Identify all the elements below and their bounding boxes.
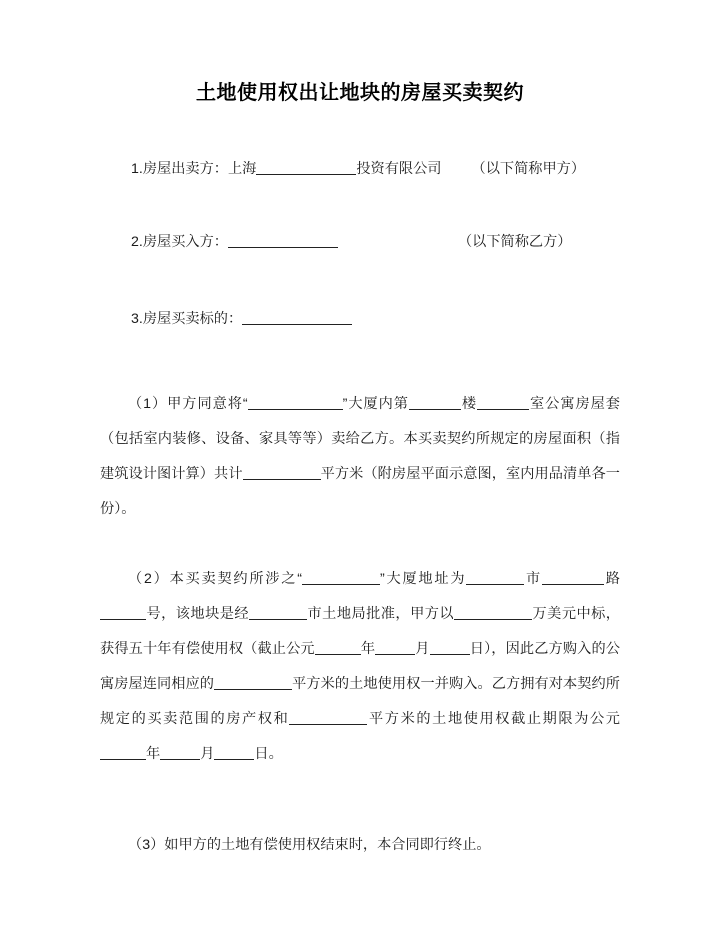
item-2-seg3: 市	[524, 571, 543, 587]
item-1-seg5: 平方米（附房屋平面示意图，室内用品清单各一份）。	[100, 466, 620, 517]
spacer-4	[100, 527, 620, 562]
item-2-month-blank[interactable]	[375, 640, 415, 655]
clause-subject-label: 房屋买卖标的：	[142, 311, 243, 327]
item-2-seg11: 平方米的土地使用权一并购入。乙方拥有对本契约所规定的买卖范围的房产权和	[100, 676, 620, 727]
clause-buyer-name-blank[interactable]	[228, 233, 338, 248]
item-1-seg2: 大厦内第	[347, 396, 409, 412]
item-1-marker: （1）	[128, 396, 168, 412]
item-2-quote-open: “	[297, 571, 302, 587]
item-1-quote-close: ”	[342, 396, 348, 412]
spacer-title-body	[0, 107, 720, 152]
spacer-5	[100, 772, 620, 828]
item-1-room-blank[interactable]	[477, 395, 529, 410]
item-2-number-blank[interactable]	[100, 605, 146, 620]
item-2-approver-blank[interactable]	[249, 605, 307, 620]
item-1-seg3: 楼	[460, 396, 478, 412]
item-2-seg5: 号，该地块是经	[146, 606, 250, 622]
item-2-seg10: 日），因此乙方购入的公寓房屋连同相应的	[100, 641, 620, 692]
item-2-quote-close: ”	[379, 571, 385, 587]
item-2-land-area2-blank[interactable]	[289, 710, 367, 725]
item-2-year-blank[interactable]	[315, 640, 361, 655]
item-2-seg2: 大厦地址为	[384, 571, 467, 587]
item-2-seg4: 路	[604, 571, 620, 587]
page-title: 土地使用权出让地块的房屋买卖契约	[196, 82, 524, 104]
item-1-seg1: 甲方同意将	[167, 396, 243, 412]
item-3-text: 如甲方的土地有偿使用权结束时，本合同即行终止。	[164, 837, 491, 853]
item-2-road-blank[interactable]	[542, 570, 604, 585]
item-1-area-blank[interactable]	[243, 465, 321, 480]
item-2-end-year-blank[interactable]	[100, 745, 146, 760]
clause-seller-suffix: 投资有限公司	[356, 161, 442, 177]
clause-seller-party-note: （以下简称甲方）	[471, 161, 586, 177]
item-2	[100, 562, 620, 772]
item-2-seg6: 市土地局批准，甲方以	[307, 606, 455, 622]
item-2-land-area-blank[interactable]	[214, 675, 292, 690]
clause-subject-number: 3.	[131, 311, 143, 327]
clause-seller-label: 房屋出卖方：上海	[142, 161, 257, 177]
spacer-1	[100, 187, 620, 225]
item-2-seg14: 月	[200, 746, 215, 762]
item-3	[100, 828, 620, 863]
item-1-building-name-blank[interactable]	[248, 395, 343, 410]
clause-subject-blank[interactable]	[242, 310, 352, 325]
item-1	[100, 387, 620, 527]
item-2-seg15: 日。	[254, 746, 283, 762]
item-2-seg1: 本买卖契约所涉之	[169, 571, 298, 587]
item-1-seg4: 室公寓房屋套（包括室内装修、设备、家具等等）卖给乙方。本买卖契约所规定的房屋面积（指建筑设计图计算）共计	[100, 396, 620, 482]
clause-seller-name-blank[interactable]	[256, 160, 356, 175]
item-2-seg8: 年	[360, 641, 376, 657]
spacer-3	[100, 337, 620, 387]
item-1-quote-open: “	[242, 396, 248, 412]
item-2-marker: （2）	[128, 571, 170, 587]
clause-seller-number: 1.	[131, 161, 143, 177]
clause-buyer	[100, 225, 620, 260]
clause-seller	[100, 152, 620, 187]
document-body	[0, 152, 720, 863]
item-2-seg12: 平方米的土地使用权截止期限为公元	[367, 711, 620, 727]
clause-buyer-number: 2.	[131, 234, 143, 250]
item-2-end-day-blank[interactable]	[214, 745, 254, 760]
item-2-bid-amount-blank[interactable]	[454, 605, 532, 620]
item-2-seg13: 年	[146, 746, 161, 762]
spacer-2	[100, 260, 620, 302]
item-2-building-name-blank[interactable]	[302, 570, 380, 585]
item-2-day-blank[interactable]	[430, 640, 470, 655]
clause-subject	[100, 302, 620, 337]
clause-buyer-party-note: （以下简称乙方）	[457, 234, 572, 250]
item-2-seg9: 月	[415, 641, 430, 657]
item-1-floor-blank[interactable]	[409, 395, 461, 410]
item-2-seg7: 万美元中标，获得五十年有偿使用权（截止公元	[100, 606, 620, 657]
item-2-end-month-blank[interactable]	[160, 745, 200, 760]
item-3-marker: （3）	[128, 837, 165, 853]
item-2-city-blank[interactable]	[466, 570, 524, 585]
clause-buyer-label: 房屋买入方：	[142, 234, 228, 250]
